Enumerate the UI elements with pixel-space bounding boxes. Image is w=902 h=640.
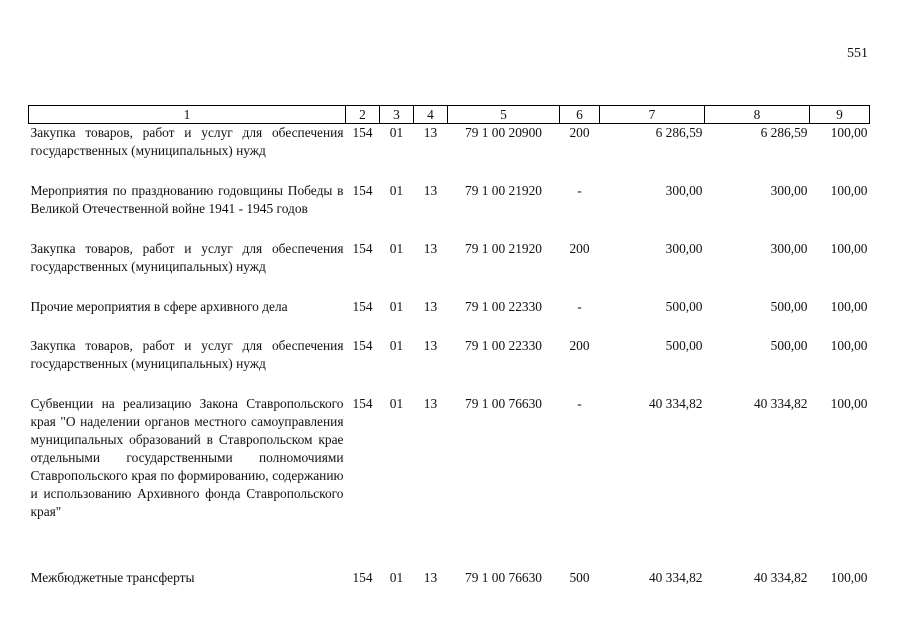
row-c6: - [577, 298, 582, 314]
row-c6: 500 [569, 569, 590, 585]
row-c2: 154 [352, 337, 373, 353]
row-c6: 200 [569, 337, 590, 353]
budget-table [28, 105, 870, 593]
table-row [29, 395, 870, 569]
row-c3: 01 [389, 337, 404, 353]
row-name: Закупка товаров, работ и услуг для обеспечения государственных (муниципальных) нужд [30, 240, 344, 274]
page-number: 551 [847, 46, 868, 61]
row-c2: 154 [352, 569, 373, 585]
row-c7: 40 334,82 [648, 569, 703, 585]
row-name: Мероприятия по празднованию годовщины Победы в Великой Отечественной войне 1941 - 1945 годов [30, 182, 344, 216]
row-c5: 79 1 00 21920 [465, 240, 542, 256]
row-c8: 40 334,82 [753, 569, 808, 585]
col-header-9: 9 [810, 106, 870, 124]
row-c8: 300,00 [770, 240, 808, 256]
table-row [29, 337, 870, 395]
row-c5: 79 1 00 20900 [465, 125, 542, 140]
table-row [29, 569, 870, 593]
table-row [29, 298, 870, 337]
header-row [29, 106, 870, 124]
row-name: Закупка товаров, работ и услуг для обеспечения государственных (муниципальных) нужд [30, 125, 344, 158]
row-c2: 154 [352, 395, 373, 411]
row-c4: 13 [423, 125, 438, 140]
col-header-8: 8 [705, 106, 810, 124]
row-c8: 500,00 [770, 298, 808, 314]
row-c9: 100,00 [830, 569, 868, 585]
row-c8: 500,00 [770, 337, 808, 353]
row-c2: 154 [352, 125, 373, 140]
row-c8: 6 286,59 [760, 125, 808, 140]
row-c2: 154 [352, 298, 373, 314]
col-header-4: 4 [414, 106, 448, 124]
row-c5: 79 1 00 76630 [465, 569, 542, 585]
col-header-2: 2 [346, 106, 380, 124]
row-c4: 13 [423, 337, 438, 353]
row-c9: 100,00 [830, 240, 868, 256]
row-name: Закупка товаров, работ и услуг для обеспечения государственных (муниципальных) нужд [30, 337, 344, 371]
row-c8: 300,00 [770, 182, 808, 198]
col-header-3: 3 [380, 106, 414, 124]
row-c6: 200 [569, 240, 590, 256]
row-c3: 01 [389, 240, 404, 256]
row-c4: 13 [423, 240, 438, 256]
col-header-1: 1 [29, 106, 346, 124]
row-c7: 500,00 [665, 337, 703, 353]
row-c5: 79 1 00 76630 [465, 395, 542, 411]
row-c6: - [577, 182, 582, 198]
row-c3: 01 [389, 125, 404, 140]
row-c4: 13 [423, 569, 438, 585]
row-c7: 40 334,82 [648, 395, 703, 411]
row-c5: 79 1 00 22330 [465, 337, 542, 353]
row-c7: 500,00 [665, 298, 703, 314]
row-c7: 300,00 [665, 182, 703, 198]
row-c7: 6 286,59 [655, 125, 703, 140]
row-c4: 13 [423, 395, 438, 411]
row-c2: 154 [352, 240, 373, 256]
row-c9: 100,00 [830, 298, 868, 314]
row-c7: 300,00 [665, 240, 703, 256]
table-row [29, 124, 870, 182]
row-c4: 13 [423, 298, 438, 314]
col-header-5: 5 [448, 106, 560, 124]
row-c3: 01 [389, 569, 404, 585]
row-name: Прочие мероприятия в сфере архивного дела [30, 298, 288, 314]
col-header-7: 7 [600, 106, 705, 124]
row-name: Межбюджетные трансферты [30, 569, 195, 585]
row-c3: 01 [389, 395, 404, 411]
row-c5: 79 1 00 21920 [465, 182, 542, 198]
row-c9: 100,00 [830, 125, 868, 140]
row-c4: 13 [423, 182, 438, 198]
row-c6: - [577, 395, 582, 411]
row-c3: 01 [389, 298, 404, 314]
table-row [29, 240, 870, 298]
row-c9: 100,00 [830, 182, 868, 198]
row-c9: 100,00 [830, 337, 868, 353]
row-c3: 01 [389, 182, 404, 198]
row-c8: 40 334,82 [753, 395, 808, 411]
table-row [29, 182, 870, 240]
row-name: Субвенции на реализацию Закона Ставропольского края "О наделении органов местного самоуправления муниципальных образований в Ставропольском крае отдельными государственными полномочиями Ставропольского края по формированию, содержанию и использованию Архивного фонда Ставропольского края" [30, 395, 344, 519]
col-header-6: 6 [560, 106, 600, 124]
row-c2: 154 [352, 182, 373, 198]
row-c9: 100,00 [830, 395, 868, 411]
row-c5: 79 1 00 22330 [465, 298, 542, 314]
row-c6: 200 [569, 125, 590, 140]
